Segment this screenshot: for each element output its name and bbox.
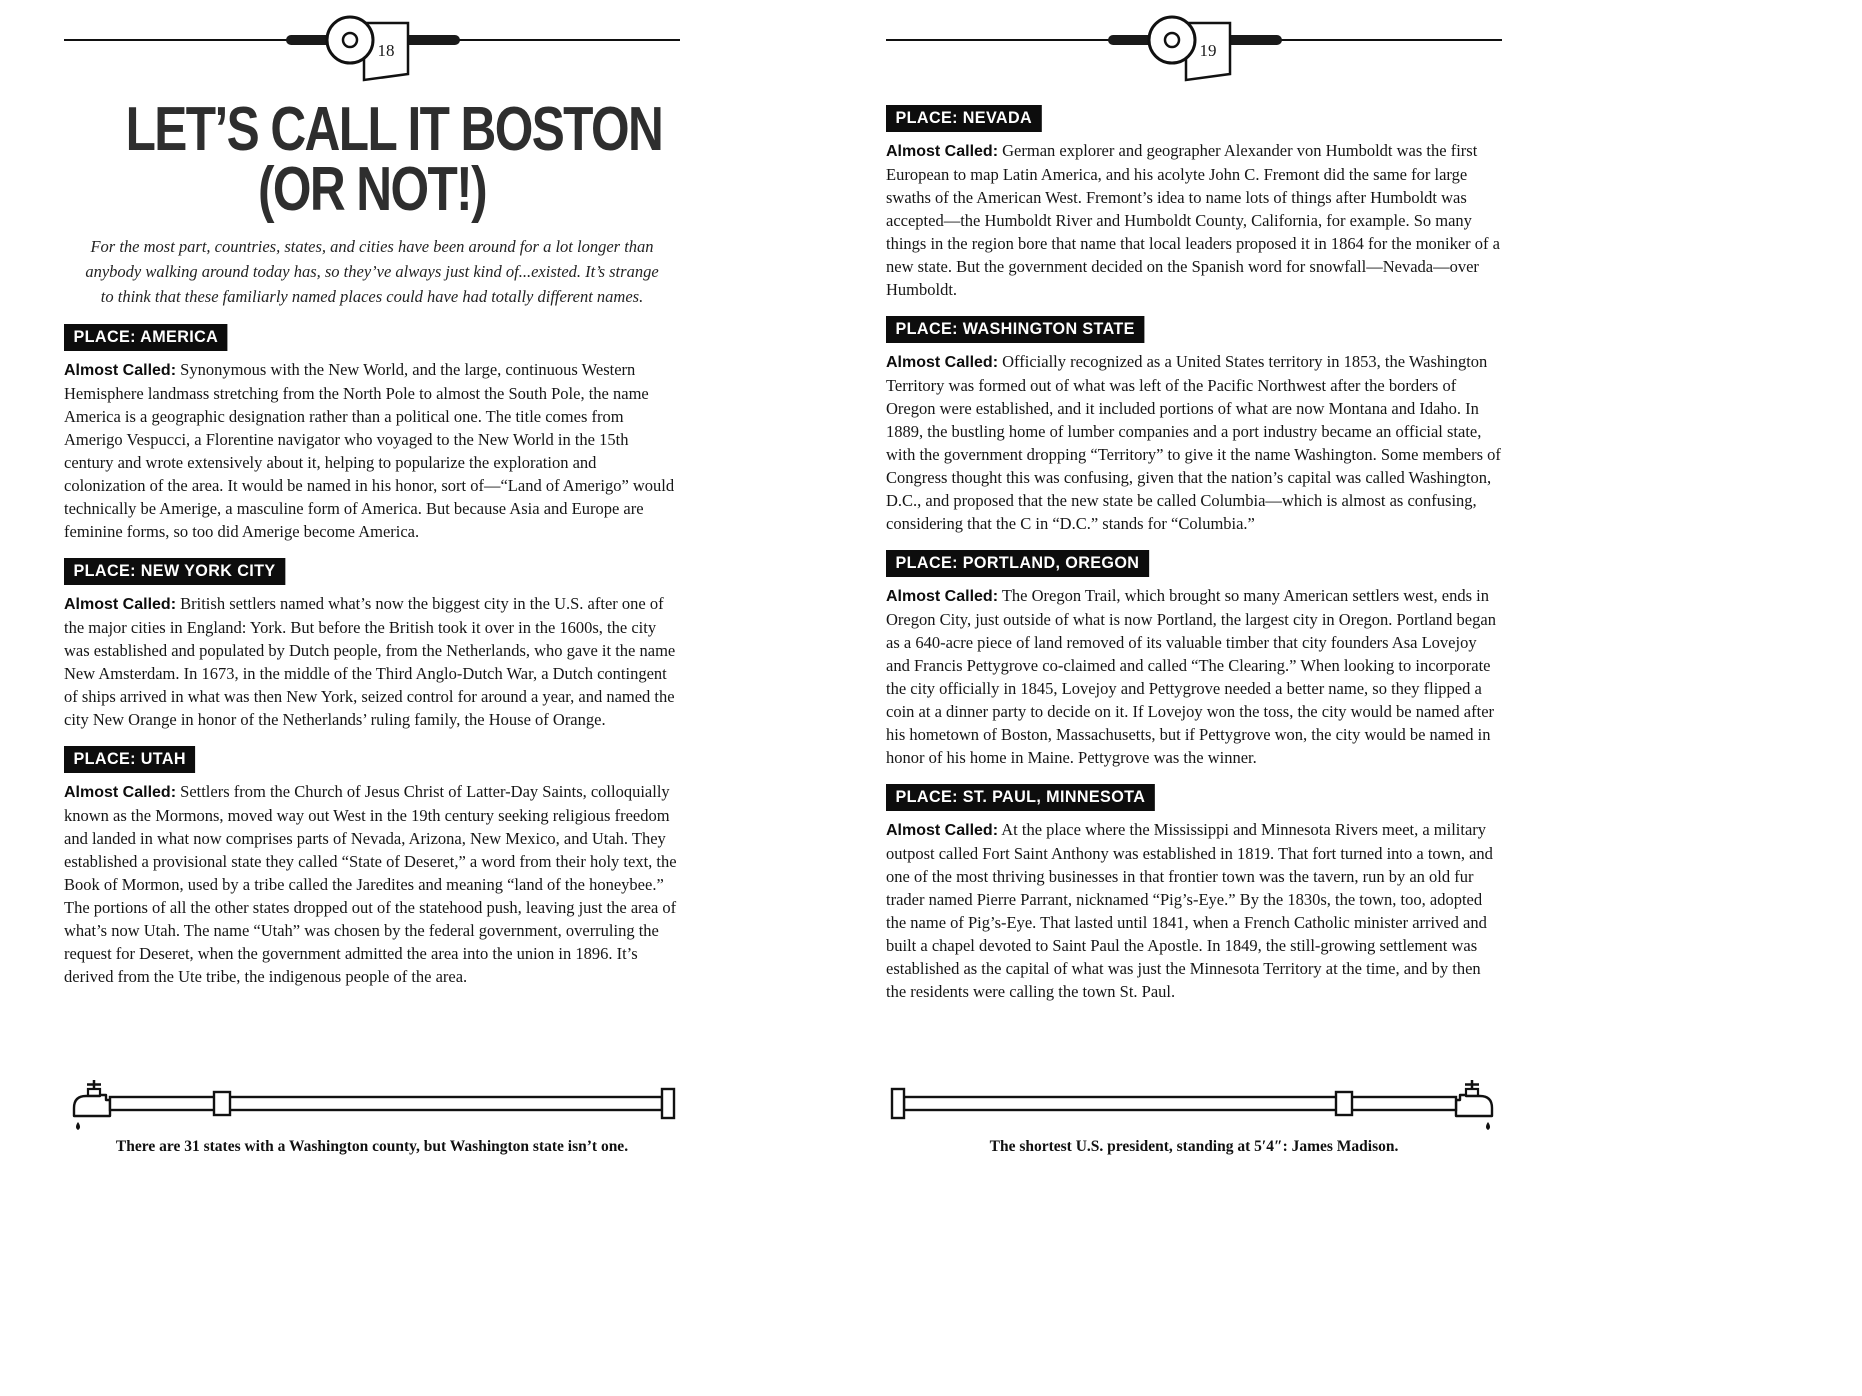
intro-paragraph: For the most part, countries, states, and cities have been around for a lot longer than anybody walking around today has, so they’ve always just kind of...existed. It’s strange to think that these familiarly named places could have had totally different names. (85, 237, 659, 306)
section-st-paul-minnesota (886, 784, 1502, 1003)
section-body (64, 780, 680, 988)
section-heading-badge: PLACE: AMERICA (64, 324, 228, 351)
section-new-york-city (64, 558, 680, 731)
footer-fact: There are 31 states with a Washington county, but Washington state isn’t one. (115, 1138, 629, 1155)
footer-fact: The shortest U.S. president, standing at 5′4″: James Madison. (989, 1138, 1399, 1155)
page-header-right (886, 14, 1502, 90)
section-heading-badge: PLACE: NEW YORK CITY (64, 558, 285, 585)
almost-called-label: Almost Called: (64, 362, 177, 379)
toilet-paper-roll-icon (886, 14, 1502, 90)
section-text: At the place where the Mississippi and Minnesota Rivers meet, a military outpost called Fort Saint Anthony was established in 1819. That fort turned into a town, and one of the most thriving businesses in that frontier town was the tavern, run by an old fur trader named Pierre Parrant, nicknamed “Pig’s-Eye.” By the 1830s, the town, too, adopted the name of Pig’s-Eye. That lasted until 1841, when a French Catholic minister arrived and built a chapel devoted to Saint Paul the Apostle. In 1849, the still-growing settlement was established as the capital of what was just the Minnesota Territory at the time, and by then the residents were calling the town St. Paul. (886, 820, 1493, 1001)
page-18 (64, 0, 680, 1396)
section-text: British settlers named what’s now the biggest city in the U.S. after one of the major cities in England: York. But before the British took it over in the 1600s, the city was established and populated by Dutch people, from the Netherlands, who gave it the name New Amsterdam. In 1673, in the middle of the Third Anglo-Dutch War, a Dutch contingent of ships arrived in what was then New York, seized control for around a year, and named the city New Orange in honor of the Netherlands’ ruling family, the House of Orange. (64, 594, 676, 729)
water-drop-icon (1486, 1122, 1490, 1130)
toilet-paper-roll-icon (64, 14, 680, 90)
section-body (886, 139, 1502, 301)
pipe-illustration (64, 1078, 680, 1130)
section-body (886, 584, 1502, 769)
roll-core (343, 33, 357, 47)
pipe-coupling (1336, 1092, 1352, 1115)
page-bottom-left (64, 1078, 680, 1156)
faucet-icon (74, 1080, 110, 1130)
section-body (64, 592, 680, 731)
page-number: 19 (1199, 41, 1217, 60)
section-body (886, 350, 1502, 535)
page-header-left (64, 14, 680, 90)
page-title-line1: LET’S CALL IT BOSTON (125, 95, 663, 164)
section-text: Synonymous with the New World, and the large, continuous Western Hemisphere landmass stretching from the North Pole to almost the South Pole, the name America is a geographic designation rather than a political one. The title comes from Amerigo Vespucci, a Florentine navigator who voyaged to the New World in the 15th century and wrote extensively about it, helping to popularize the exploration and colonization of the area. It would be named in his honor, sort of—“Land of Amerigo” would technically be Amerige, a masculine form of America. But because Asia and Europe are feminine forms, so too did Amerige become America. (64, 360, 675, 541)
almost-called-label: Almost Called: (64, 596, 177, 613)
section-america (64, 324, 680, 543)
almost-called-label: Almost Called: (64, 784, 177, 801)
section-body (64, 358, 680, 543)
pipe-illustration (886, 1078, 1502, 1130)
pipe-end-flange (892, 1089, 904, 1118)
section-heading-badge: PLACE: ST. PAUL, MINNESOTA (886, 784, 1155, 811)
page-19 (886, 0, 1502, 1396)
section-body (886, 818, 1502, 1003)
section-nevada (886, 105, 1502, 301)
pipe (904, 1097, 1456, 1110)
section-washington-state (886, 316, 1502, 535)
pipe-end-flange (662, 1089, 674, 1118)
page-title (64, 95, 680, 224)
section-heading-badge: PLACE: WASHINGTON STATE (886, 316, 1144, 343)
roll-core (1165, 33, 1179, 47)
faucet-icon (1456, 1080, 1492, 1130)
section-heading-badge: PLACE: UTAH (64, 746, 195, 773)
section-text: Settlers from the Church of Jesus Christ of Latter-Day Saints, colloquially known as the Mormons, moved way out West in the 19th century seeking religious freedom and landed in what now comprises parts of Nevada, Arizona, New Mexico, and Utah. They established a provisional state they called “State of Deseret,” a word from their holy text, the Book of Mormon, used by a tribe called the Jaredites and meaning “land of the honeybee.” The portions of all the other states dropped out of the statehood push, leaving just the area of what’s now Utah. The name “Utah” was chosen by the federal government, overruling the request for Deseret, when the government admitted the area into the union in 1896. It’s derived from the Ute tribe, the indigenous people of the area. (64, 782, 677, 986)
almost-called-label: Almost Called: (886, 588, 999, 605)
pipe-coupling (214, 1092, 230, 1115)
almost-called-label: Almost Called: (886, 822, 999, 839)
section-text: German explorer and geographer Alexander von Humboldt was the first European to map Latin America, and his acolyte John C. Fremont did the same for large swaths of the American West. Fremont’s idea to name lots of things after Humboldt was accepted—the Humboldt River and Humboldt County, California, for example. So many things in the region bore that name that local leaders proposed it in 1864 for the moniker of a new state. But the government decided on the Spanish word for snowfall—Nevada—over Humboldt. (886, 141, 1500, 299)
page-title-line2: (OR NOT!) (257, 155, 487, 224)
section-portland-oregon (886, 550, 1502, 769)
section-utah (64, 746, 680, 988)
almost-called-label: Almost Called: (886, 354, 999, 371)
page-bottom-right (886, 1078, 1502, 1156)
section-heading-badge: PLACE: PORTLAND, OREGON (886, 550, 1149, 577)
almost-called-label: Almost Called: (886, 143, 999, 160)
section-text: Officially recognized as a United States territory in 1853, the Washington Territory was formed out of what was left of the Pacific Northwest after the borders of Oregon were established, and it included portions of what are now Montana and Idaho. In 1889, the bustling home of lumber companies and a port industry became an official state, with the government dropping “Territory” to give it the name Washington. Some members of Congress thought this was confusing, given that the nation’s capital was called Washington, D.C., and proposed that the new state be called Columbia—which is almost as confusing, considering that the C in “D.C.” stands for “Columbia.” (886, 352, 1501, 533)
section-text: The Oregon Trail, which brought so many American settlers west, ends in Oregon City, just outside of what is now Portland, the largest city in Oregon. Portland began as a 640-acre piece of land removed of its valuable timber that city founders Asa Lovejoy and Francis Pettygrove co-claimed and called “The Clearing.” When looking to incorporate the city officially in 1845, Lovejoy and Pettygrove needed a better name, so they flipped a coin at a dinner party to decide on it. If Lovejoy won the toss, the city would be named after his hometown of Boston, Massachusetts, but if Pettygrove won, the city would be named in honor of his home in Maine. Pettygrove was the winner. (886, 586, 1496, 767)
water-drop-icon (76, 1122, 80, 1130)
section-heading-badge: PLACE: NEVADA (886, 105, 1042, 132)
page-number: 18 (377, 41, 395, 60)
pipe (110, 1097, 662, 1110)
